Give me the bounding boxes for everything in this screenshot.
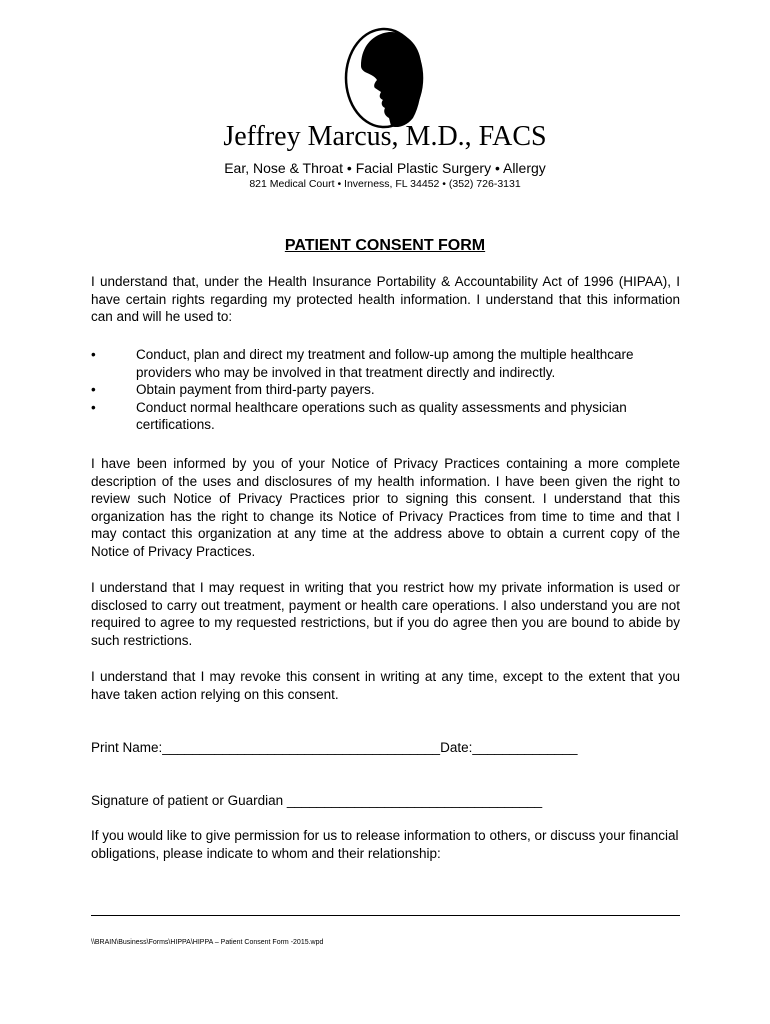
restrictions-paragraph: I understand that I may request in writing that you restrict how my private information is used or disclosed to carry out treatment, payment or health care operations. I also understand you are not required to agree to my requested restrictions, but if you do agree then you are bound to abide by such restrictions.	[91, 580, 680, 648]
list-item-text: Conduct normal healthcare operations such as quality assessments and physician certifications.	[136, 399, 627, 432]
intro-paragraph: I understand that, under the Health Insurance Portability & Accountability Act of 1996 (HIPAA), I have certain rights regarding my protected health information. I understand that this information can and will he used to:	[91, 274, 680, 324]
print-name-date-field[interactable]: Print Name:_____________________________________Date:______________	[91, 740, 578, 755]
usage-list	[91, 346, 680, 434]
form-title: PATIENT CONSENT FORM	[284, 237, 486, 254]
privacy-notice-paragraph: I have been informed by you of your Notice of Privacy Practices containing a more complete description of the uses and disclosures of my health information. I have been given the right to review such Notice of Privacy Practices prior to signing this consent. I understand that this organization has the right to change its Notice of Privacy Practices from time to time and that I may contact this organization at any time at the address above to obtain a current copy of the Notice of Privacy Practices.	[91, 456, 680, 559]
revoke-paragraph: I understand that I may revoke this consent in writing at any time, except to the extent that you have taken action relying on this consent.	[91, 669, 680, 702]
list-item-text: Obtain payment from third-party payers.	[136, 382, 375, 397]
practice-address: 821 Medical Court • Inverness, FL 34452 • (352) 726-3131	[249, 178, 521, 190]
doctor-name: Jeffrey Marcus, M.D., FACS	[223, 121, 547, 152]
bullet-icon: •	[91, 347, 96, 362]
file-path-footer: \\BRAIN\Business\Forms\HIPPA\HIPPA – Patient Consent Form -2015.wpd	[91, 939, 324, 946]
bullet-icon: •	[91, 399, 96, 415]
list-item	[91, 346, 680, 381]
release-info-line[interactable]	[91, 915, 680, 916]
signature-field[interactable]: Signature of patient or Guardian __________________________________	[91, 793, 543, 808]
list-item	[91, 381, 680, 399]
specialties: Ear, Nose & Throat • Facial Plastic Surgery • Allergy	[224, 160, 546, 176]
bullet-icon: •	[91, 382, 96, 397]
list-item	[91, 399, 680, 434]
release-permission-paragraph: If you would like to give permission for us to release information to others, or discuss your financial obligations, please indicate to whom and their relationship:	[91, 828, 679, 861]
list-item-text: Conduct, plan and direct my treatment and follow-up among the multiple healthcare providers who may be involved in that treatment directly and indirectly.	[136, 347, 634, 380]
profile-silhouette-logo	[343, 26, 425, 130]
